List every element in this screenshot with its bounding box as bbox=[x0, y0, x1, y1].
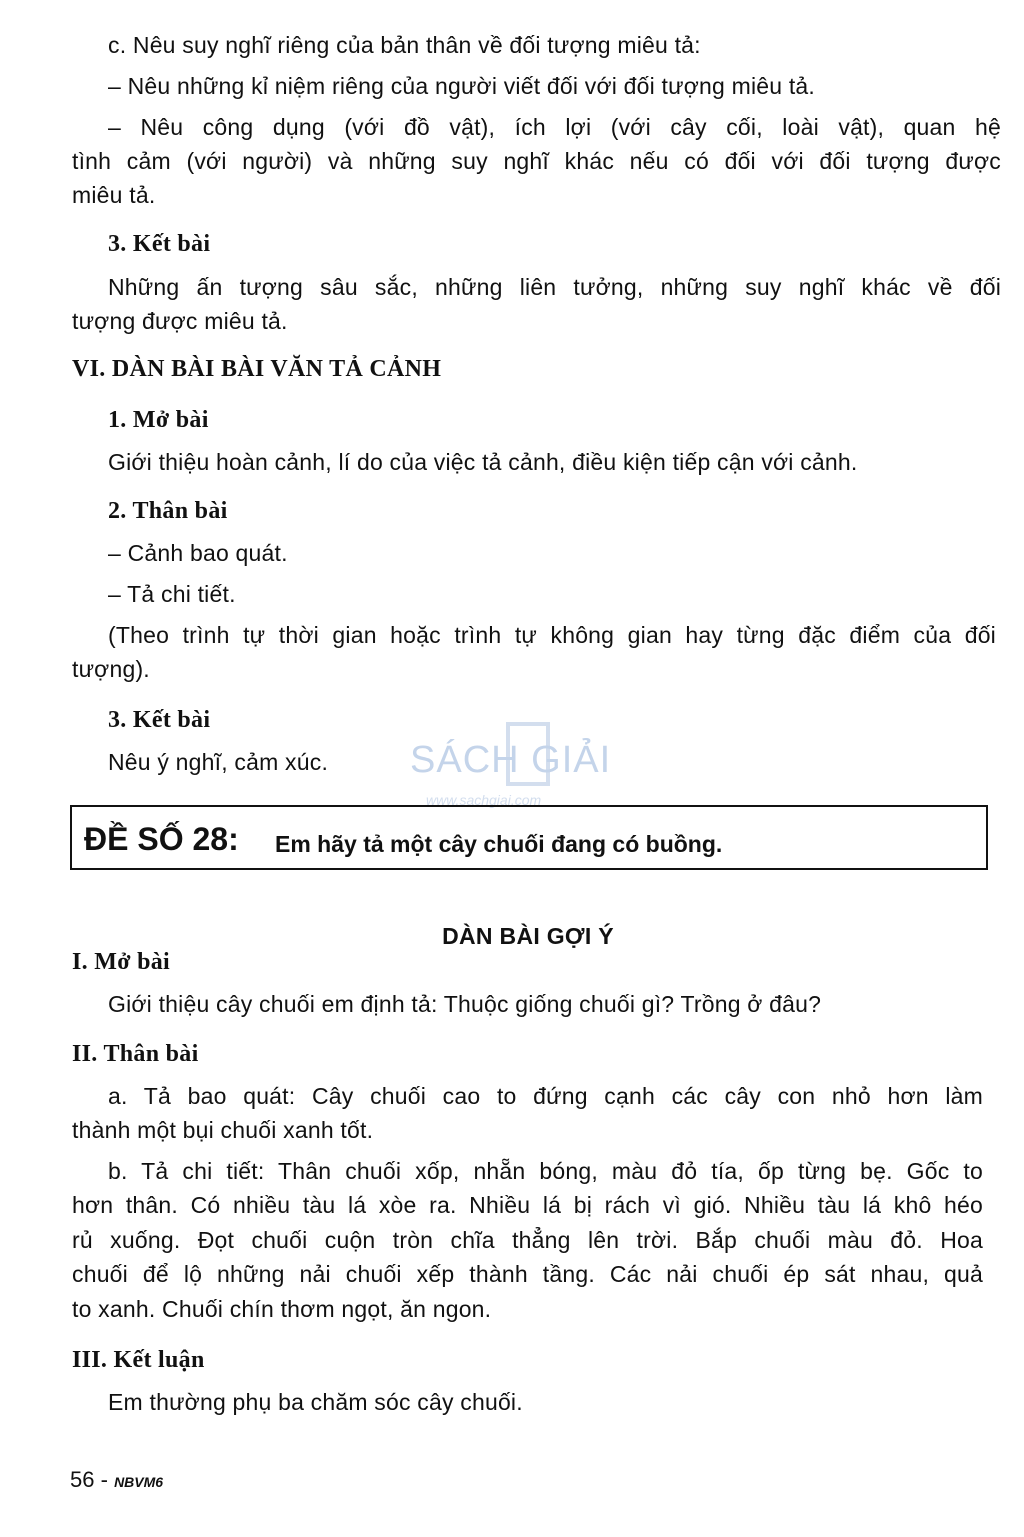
ket-bai-vi-text: Nêu ý nghĩ, cảm xúc. bbox=[108, 749, 329, 775]
page-number: 56 bbox=[70, 1467, 95, 1492]
outline-b-line-5: to xanh. Chuối chín thơm ngọt, ăn ngon. bbox=[72, 1296, 492, 1322]
section-c-bullet-1: – Nêu những kỉ niệm riêng của người viết đối với đối tượng miêu tả. bbox=[108, 73, 816, 99]
than-bai-heading-vi: 2. Thân bài bbox=[108, 498, 228, 524]
section-c-heading: c. Nêu suy nghĩ riêng của bản thân về đối tượng miêu tả: bbox=[108, 32, 701, 58]
outline-a-line-2: thành một bụi chuối xanh tốt. bbox=[72, 1117, 374, 1143]
outline-b-line-2: hơn thân. Có nhiều tàu lá xòe ra. Nhiều lá bị rách vì gió. Nhiều tàu lá khô héo bbox=[72, 1192, 983, 1218]
section-c-bullet-2-line-1: – Nêu công dụng (với đồ vật), ích lợi (với cây cối, loài vật), quan hệ bbox=[108, 114, 1001, 140]
outline-mo-bai-text: Giới thiệu cây chuối em định tả: Thuộc giống chuối gì? Trồng ở đâu? bbox=[108, 991, 822, 1017]
ket-bai-v-line-2: tượng được miêu tả. bbox=[72, 308, 288, 334]
footer-separator: - bbox=[100, 1467, 108, 1492]
mo-bai-heading-vi: 1. Mở bài bbox=[108, 407, 209, 433]
outline-ket-luan-text: Em thường phụ ba chăm sóc cây chuối. bbox=[108, 1389, 523, 1415]
page-footer bbox=[70, 1465, 163, 1497]
ket-bai-heading-v: 3. Kết bài bbox=[108, 231, 211, 257]
exercise-number: ĐỀ SỐ 28: bbox=[84, 821, 239, 857]
watermark-logo: SÁCH GIẢI bbox=[410, 739, 612, 781]
outline-a-line-1: a. Tả bao quát: Cây chuối cao to đứng cạnh các cây con nhỏ hơn làm bbox=[108, 1083, 983, 1109]
outline-ket-luan-heading: III. Kết luận bbox=[72, 1347, 205, 1373]
exercise-box bbox=[70, 805, 988, 870]
ket-bai-heading-vi: 3. Kết bài bbox=[108, 707, 211, 733]
section-c-bullet-2-line-2: tình cảm (với người) và những suy nghĩ khác nếu có đối với đối tượng được bbox=[72, 148, 1001, 174]
than-bai-vi-item-2: – Tả chi tiết. bbox=[108, 581, 236, 607]
ket-bai-v-line-1: Những ấn tượng sâu sắc, những liên tưởng, những suy nghĩ khác về đối bbox=[108, 274, 1001, 300]
outline-b-line-1: b. Tả chi tiết: Thân chuối xốp, nhẵn bóng, màu đỏ tía, ốp từng bẹ. Gốc to bbox=[108, 1158, 983, 1184]
than-bai-vi-note-line-2: tượng). bbox=[72, 656, 150, 682]
exercise-title: Em hãy tả một cây chuối đang có buồng. bbox=[275, 831, 723, 857]
outline-than-bai-heading: II. Thân bài bbox=[72, 1041, 199, 1067]
book-code: NBVM6 bbox=[114, 1474, 164, 1490]
watermark bbox=[410, 720, 620, 810]
outline-title: DÀN BÀI GỢI Ý bbox=[442, 923, 614, 949]
than-bai-vi-note-line-1: (Theo trình tự thời gian hoặc trình tự không gian hay từng đặc điểm của đối bbox=[108, 622, 996, 648]
outline-b-line-4: chuối để lộ những nải chuối xếp thành tầng. Các nải chuối ép sát nhau, quả bbox=[72, 1261, 983, 1287]
watermark-logo-frame bbox=[506, 722, 550, 786]
outline-b-line-3: rủ xuống. Đọt chuối cuộn tròn chĩa thẳng lên trời. Bắp chuối màu đỏ. Hoa bbox=[72, 1227, 983, 1253]
watermark-url: www.sachgiai.com bbox=[426, 792, 542, 808]
section-vi-heading: VI. DÀN BÀI BÀI VĂN TẢ CẢNH bbox=[72, 356, 442, 382]
mo-bai-vi-text: Giới thiệu hoàn cảnh, lí do của việc tả cảnh, điều kiện tiếp cận với cảnh. bbox=[108, 449, 858, 475]
section-c-bullet-2-line-3: miêu tả. bbox=[72, 182, 156, 208]
than-bai-vi-item-1: – Cảnh bao quát. bbox=[108, 540, 288, 566]
outline-mo-bai-heading: I. Mở bài bbox=[72, 949, 170, 975]
